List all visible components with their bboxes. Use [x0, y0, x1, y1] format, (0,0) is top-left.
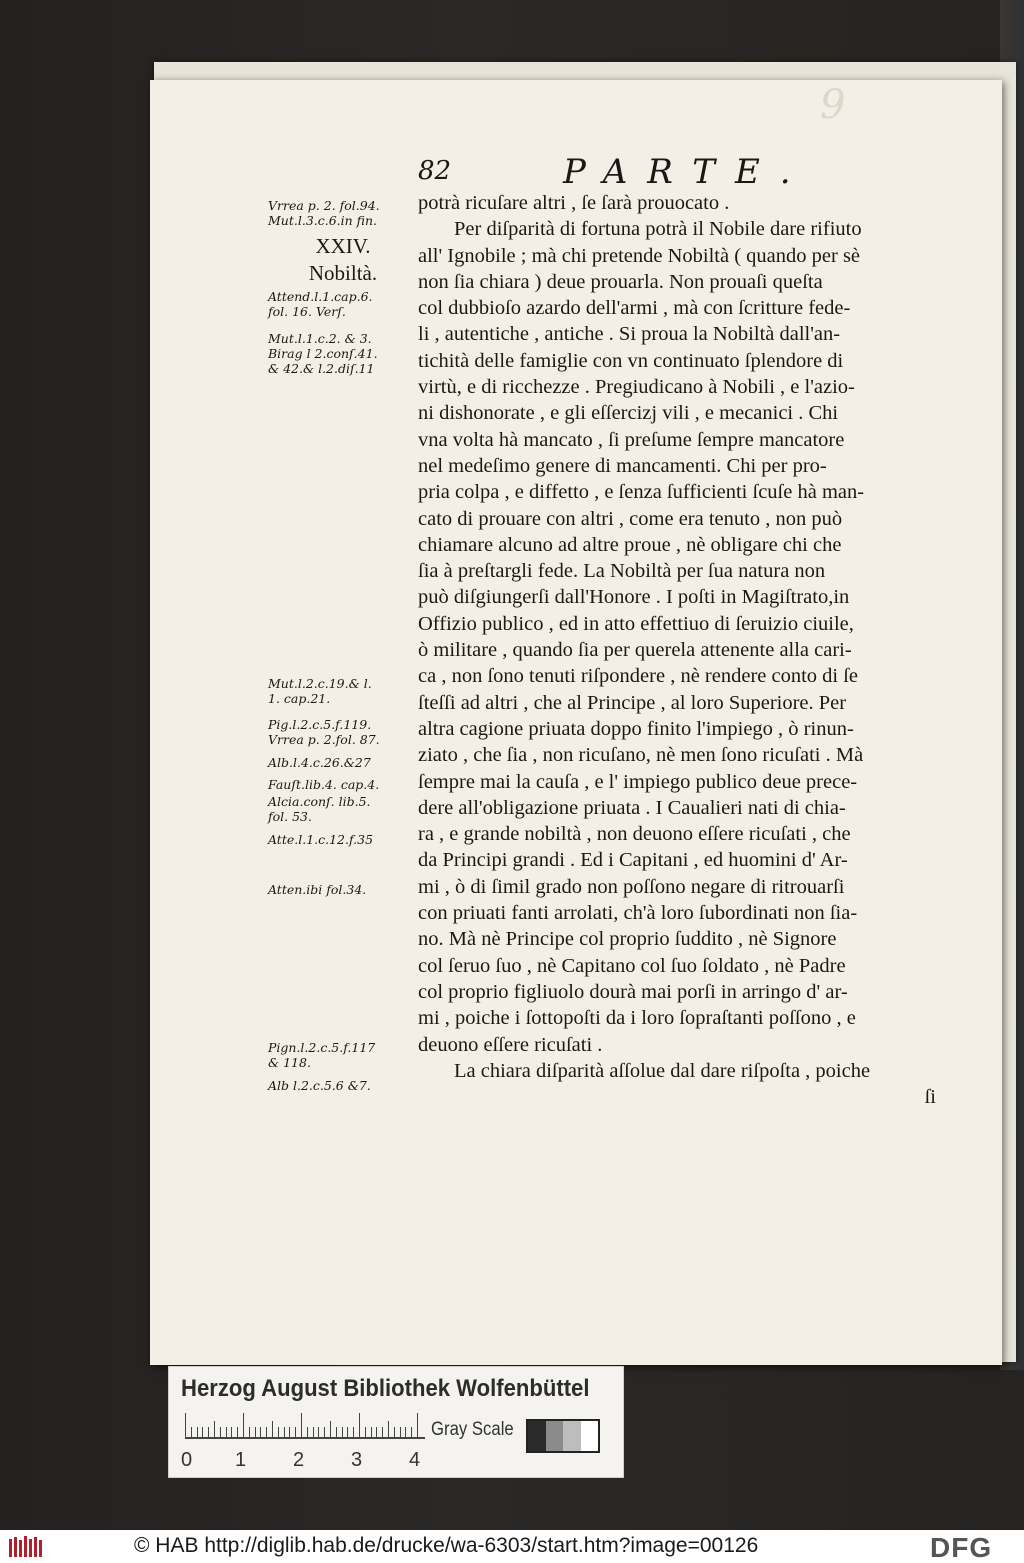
text-line: Offizio publico , ed in atto effettiuo di ſeruizio ciuile, — [418, 612, 854, 635]
ruler-tick — [289, 1427, 290, 1437]
ruler-tick — [365, 1427, 366, 1437]
copyright-url[interactable]: © HAB http://diglib.hab.de/drucke/wa-6303/start.htm?image=00126 — [134, 1534, 759, 1557]
ruler-tick — [359, 1413, 360, 1437]
ruler-tick — [226, 1427, 227, 1437]
ruler-tick — [266, 1427, 267, 1437]
gray-swatch — [546, 1421, 564, 1451]
margin-note: Pign.l.2.c.5.f.117 & 118. — [268, 1040, 376, 1070]
margin-note: Pig.l.2.c.5.f.119. Vrrea p. 2.fol. 87. — [268, 717, 380, 747]
ruler-tick — [272, 1421, 273, 1437]
book-page — [150, 80, 1002, 1365]
ruler-tick — [255, 1427, 256, 1437]
ruler-tick — [197, 1427, 198, 1437]
ruler-tick — [185, 1413, 186, 1437]
margin-note: Mut.l.2.c.19.& l. 1. cap.21. — [268, 676, 372, 706]
ruler-tick — [191, 1427, 192, 1437]
ruler-tick — [295, 1427, 296, 1437]
ruler-tick — [400, 1427, 401, 1437]
dfg-logo: DFG — [930, 1532, 993, 1563]
text-line: cato di prouare con altri , come era tenuto , non può — [418, 507, 843, 530]
margin-note: Vrrea p. 2. fol.94. Mut.l.3.c.6.in fin. — [268, 198, 380, 228]
ruler-tick — [301, 1413, 302, 1437]
text-line: da Principi grandi . Ed i Capitani , ed huomini d' Ar- — [418, 849, 848, 872]
margin-note: Fauſt.lib.4. cap.4. — [268, 777, 380, 792]
ruler-tick — [342, 1427, 343, 1437]
ruler-tick — [243, 1413, 244, 1437]
text-line: potrà ricuſare altri , ſe ſarà prouocato . — [418, 192, 730, 214]
section-number: XXIV. — [315, 234, 371, 258]
margin-note: Mut.l.1.c.2. & 3. Birag l 2.conſ.41. & 42.& l.2.diſ.11 — [268, 331, 378, 376]
text-line: mi , ò di ſimil grado non poſſono negare di ritrouarſi — [418, 875, 845, 898]
text-line: col dubbioſo azardo dell'armi , mà con ſcritture fede- — [418, 297, 851, 320]
text-line: dere all'obligazione priuata . I Caualieri nati di chia- — [418, 796, 846, 819]
ruler-tick — [202, 1427, 203, 1437]
margin-note: Alcia.conſ. lib.5. fol. 53. — [268, 794, 371, 824]
bleed-through-header: 9 — [820, 82, 860, 128]
text-line: nel medeſimo genere di mancamenti. Chi per pro- — [418, 454, 827, 477]
ruler-label: 0 — [181, 1449, 193, 1471]
footer-bar — [0, 1530, 1024, 1563]
ruler-tick — [376, 1427, 377, 1437]
text-line: ra , e grande nobiltà , non deuono eſſere ricuſati , che — [418, 823, 851, 846]
text-line: non ſia chiara ) deue prouarla. Non prouaſi queſta — [418, 270, 823, 293]
ruler-tick — [371, 1427, 372, 1437]
section-title: Nobiltà. — [308, 261, 378, 285]
library-name: Herzog August Bibliothek Wolfenbüttel — [181, 1375, 590, 1402]
ruler-tick — [417, 1413, 418, 1437]
page-number: 82 — [418, 156, 452, 186]
text-line: ſteſſi ad altri , che al Principe , al loro Superiore. Per — [418, 691, 847, 714]
body-text — [418, 190, 958, 1110]
text-line: deuono eſſere ricuſati . — [418, 1033, 603, 1056]
ruler-tick — [214, 1421, 215, 1437]
margin-note: Alb l.2.c.5.6 &7. — [268, 1078, 371, 1093]
ruler-tick — [336, 1427, 337, 1437]
color-calibration-card — [168, 1366, 624, 1478]
text-line: ziato , che ſia , non ricuſano, nè men ſono ricuſati . Mà — [418, 744, 864, 767]
ruler-tick — [388, 1421, 389, 1437]
ruler-tick — [313, 1427, 314, 1437]
ruler-tick — [278, 1427, 279, 1437]
hab-logo-icon — [8, 1535, 46, 1559]
margin-note: Atten.ibi fol.34. — [268, 882, 367, 897]
gray-swatch — [563, 1421, 581, 1451]
text-line: ni dishonorate , e gli eſſercizj vili , e mecanici . Chi — [418, 402, 839, 425]
ruler-labels — [179, 1449, 439, 1473]
text-line: La chiara diſparità aſſolue dal dare riſpoſta , poiche — [454, 1059, 871, 1082]
ruler-tick — [231, 1427, 232, 1437]
text-line: col ſeruo ſuo , nè Capitano col ſuo ſoldato , nè Padre — [418, 954, 846, 977]
ruler-tick — [405, 1427, 406, 1437]
text-line: altra cagione priuata doppo finito l'impiego , ò rinun- — [418, 717, 854, 740]
ruler-tick — [353, 1427, 354, 1437]
ruler-tick — [411, 1427, 412, 1437]
ruler-label: 2 — [293, 1449, 305, 1471]
text-line: mi , poiche i ſottopoſti da i loro ſopraſtanti poſſono , e — [418, 1007, 856, 1030]
scale-ruler — [185, 1413, 425, 1439]
text-line: virtù, e di ricchezze . Pregiudicano à Nobili , e l'azio- — [418, 376, 855, 399]
ruler-tick — [382, 1427, 383, 1437]
margin-note: Atte.l.1.c.12.f.35 — [268, 832, 374, 847]
ruler-tick — [237, 1427, 238, 1437]
ruler-label: 3 — [351, 1449, 363, 1471]
ruler-tick — [208, 1427, 209, 1437]
text-line: tichità delle famiglie con vn continuato ſplendore di — [418, 349, 844, 372]
ruler-label: 4 — [409, 1449, 421, 1471]
ruler-tick — [324, 1427, 325, 1437]
text-line: può diſgiungerſi dall'Honore . I poſti in Magiſtrato,in — [418, 586, 850, 609]
text-line: pria colpa , e diffetto , e ſenza ſufficienti ſcuſe hà man- — [418, 481, 865, 504]
ruler-tick — [260, 1427, 261, 1437]
text-line: li , autentiche , antiche . Si proua la Nobiltà dall'an- — [418, 323, 841, 346]
text-line: col proprio figliuolo dourà mai porſi in arringo d' ar- — [418, 980, 848, 1003]
text-line: no. Mà nè Principe col proprio ſuddito , nè Signore — [418, 928, 837, 951]
text-line: vna volta hà mancato , ſi preſume ſempre mancatore — [418, 428, 845, 451]
ruler-tick — [347, 1427, 348, 1437]
ruler-tick — [307, 1427, 308, 1437]
text-line: ò militare , quando ſia per querela attenente alla cari- — [418, 639, 852, 662]
gray-scale-label: Gray Scale — [431, 1419, 514, 1440]
text-line: con priuati fanti arrolati, ch'à loro ſubordinati non ſia- — [418, 902, 858, 925]
ruler-tick — [249, 1427, 250, 1437]
text-line: ca , non ſono tenuti riſpondere , nè rendere conto di ſe — [418, 665, 859, 688]
text-line: ſia à preſtargli fede. La Nobiltà per ſua natura non — [418, 560, 826, 583]
text-line: Per diſparità di fortuna potrà il Nobile dare rifiuto — [454, 218, 862, 241]
ruler-tick — [220, 1427, 221, 1437]
ruler-tick — [394, 1427, 395, 1437]
gray-swatch — [528, 1421, 546, 1451]
gray-swatch — [581, 1421, 599, 1451]
margin-note: Alb.l.4.c.26.&27 — [268, 755, 371, 770]
ruler-tick — [318, 1427, 319, 1437]
gray-scale-swatches — [526, 1419, 600, 1453]
ruler-label: 1 — [235, 1449, 247, 1471]
margin-note: Attend.l.1.cap.6. fol. 16. Verſ. — [268, 289, 373, 319]
text-line: ſempre mai la cauſa , e l' impiego publico deue prece- — [418, 770, 858, 793]
ruler-tick — [330, 1421, 331, 1437]
text-line: all' Ignobile ; mà chi pretende Nobiltà ( quando per sè — [418, 244, 861, 267]
catchword: ſi — [924, 1086, 936, 1109]
running-head: PARTE. — [563, 152, 811, 192]
text-line: chiamare alcuno ad altre proue , nè obligare chi che — [418, 533, 842, 556]
ruler-tick — [284, 1427, 285, 1437]
